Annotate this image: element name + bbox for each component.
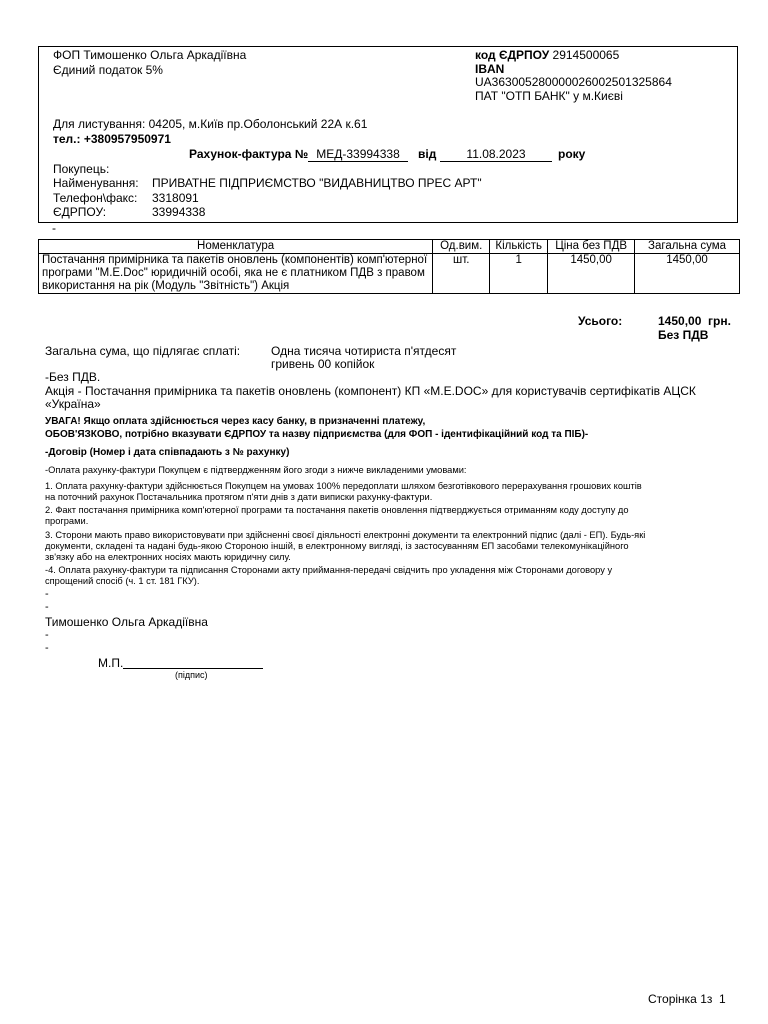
term2-line1: 2. Факт постачання примірника комп'ютерної програми та постачання пакетів оновлення підтверджується отриманням коду доступу до — [45, 505, 629, 515]
term1-line1: 1. Оплата рахунку-фактури здійснюється Покупцем на умовах 100% передоплати шляхом безготівкового перерахування грошових коштів — [45, 481, 642, 491]
col-header-unit: Од.вим. — [433, 240, 490, 254]
col-header-price: Ціна без ПДВ — [548, 240, 635, 254]
seller-tax: Єдиний податок 5% — [53, 63, 163, 77]
warning-line2: ОБОВ'ЯЗКОВО, потрібно вказувати ЄДРПОУ та назву підприємства (для ФОП - ідентифікаційний код та ПІБ)- — [45, 429, 589, 440]
cell-unit: шт. — [433, 254, 490, 294]
col-header-qty: Кількість — [490, 240, 548, 254]
buyer-phone: 3318091 — [152, 191, 199, 205]
invoice-date: 11.08.2023 — [440, 147, 552, 162]
seller-edrpou — [475, 48, 619, 62]
seller-phone: тел.: +380957950971 — [53, 132, 171, 146]
warning-line1: УВАГА! Якщо оплата здійснюється через касу банку, в призначенні платежу, — [45, 416, 426, 427]
buyer-edrpou-label: ЄДРПОУ: — [53, 205, 107, 219]
seller-iban: UA363005280000026002501325864 — [475, 75, 672, 89]
col-header-total: Загальна сума — [635, 240, 740, 254]
totals-vat-note: Без ПДВ — [658, 328, 709, 342]
dash: - — [45, 588, 49, 600]
stamp-label: М.П. — [98, 656, 124, 670]
signature-line — [123, 668, 263, 669]
buyer-name: ПРИВАТНЕ ПІДПРИЄМСТВО "ВИДАВНИЦТВО ПРЕС АРТ" — [152, 176, 482, 190]
totals-amount: 1450,00 грн. — [658, 314, 731, 328]
table-row — [39, 254, 740, 294]
note-promo-line2: «Україна» — [45, 397, 101, 411]
note-no-vat: -Без ПДВ. — [45, 370, 101, 384]
dash: - — [45, 629, 49, 641]
terms-intro: -Оплата рахунку-фактури Покупцем є підтвердженням його згоди з нижче викладеними умовами: — [45, 465, 467, 475]
seller-iban-label: IBAN — [475, 62, 505, 76]
invoice-year-label: року — [558, 147, 586, 161]
sum-words-label: Загальна сума, що підлягає сплаті: — [45, 344, 241, 358]
term1-line2: на поточний рахунок Постачальника протягом п'яти днів з дати виписки рахунку-фактури. — [45, 492, 433, 502]
seller-address: Для листування: 04205, м.Київ пр.Оболонський 22А к.61 — [53, 117, 368, 131]
signature-name: Тимошенко Ольга Аркадіївна — [45, 615, 208, 629]
sum-words-line2: гривень 00 копійок — [271, 357, 375, 371]
term3-line2: документи, складені та надані будь-якою Стороною іншій, в електронному вигляді, із застосуванням ЕП засобами телекомунікаційного — [45, 541, 629, 551]
page-number: Сторінка 1з 1 — [648, 992, 726, 1006]
dash: - — [45, 642, 49, 654]
dash: - — [52, 221, 56, 235]
term4-line2: спрощений спосіб (ч. 1 ст. 181 ГКУ). — [45, 576, 200, 586]
items-table — [38, 239, 740, 294]
col-header-name: Номенклатура — [39, 240, 433, 254]
term2-line2: програми. — [45, 516, 89, 526]
table-header-row — [39, 240, 740, 254]
term3-line3: зв'язку або на електронних носіях мають юридичну силу. — [45, 552, 291, 562]
cell-total: 1450,00 — [635, 254, 740, 294]
cell-qty: 1 — [490, 254, 548, 294]
invoice-label: Рахунок-фактура № — [189, 147, 309, 161]
cell-name: Постачання примірника та пакетів оновлень (компонентів) комп'ютерної програми "M.E.Doc" юридичній особі, яка не є платником ПДВ з правом використання на рік (Модуль "Звітність") Акція — [39, 254, 433, 294]
seller-edrpou-label: код ЄДРПОУ — [475, 48, 550, 62]
signature-caption: (підпис) — [175, 670, 208, 680]
sum-words-line1: Одна тисяча чотириста п'ятдесят — [271, 344, 457, 358]
buyer-edrpou: 33994338 — [152, 205, 206, 219]
buyer-phone-label: Телефон\факс: — [53, 191, 138, 205]
totals-label: Усього: — [578, 314, 623, 328]
dash: - — [45, 601, 49, 613]
term3-line1: 3. Сторони мають право використовувати при здійсненні своєї діяльності електронні документи та електронний підпис (далі - ЕП). Будь-які — [45, 530, 646, 540]
term4-line1: -4. Оплата рахунку-фактури та підписання Сторонами акту приймання-передачі свідчить про укладення між Сторонами договору у — [45, 565, 613, 575]
cell-price: 1450,00 — [548, 254, 635, 294]
buyer-heading: Покупець: — [53, 162, 110, 176]
invoice-from-label: від — [418, 147, 437, 161]
contract-note: -Договір (Номер і дата співпадають з № рахунку) — [45, 447, 290, 458]
buyer-name-label: Найменування: — [53, 176, 139, 190]
invoice-number: МЕД-33994338 — [308, 147, 408, 162]
note-promo-line1: Акція - Постачання примірника та пакетів оновлень (компонент) КП «M.E.DOC» для користувачів сертифікатів АЦСК — [45, 384, 696, 398]
seller-name: ФОП Тимошенко Ольга Аркадіївна — [53, 48, 247, 62]
seller-edrpou-value: 2914500065 — [552, 48, 620, 62]
seller-bank: ПАТ "ОТП БАНК" у м.Києві — [475, 89, 623, 103]
